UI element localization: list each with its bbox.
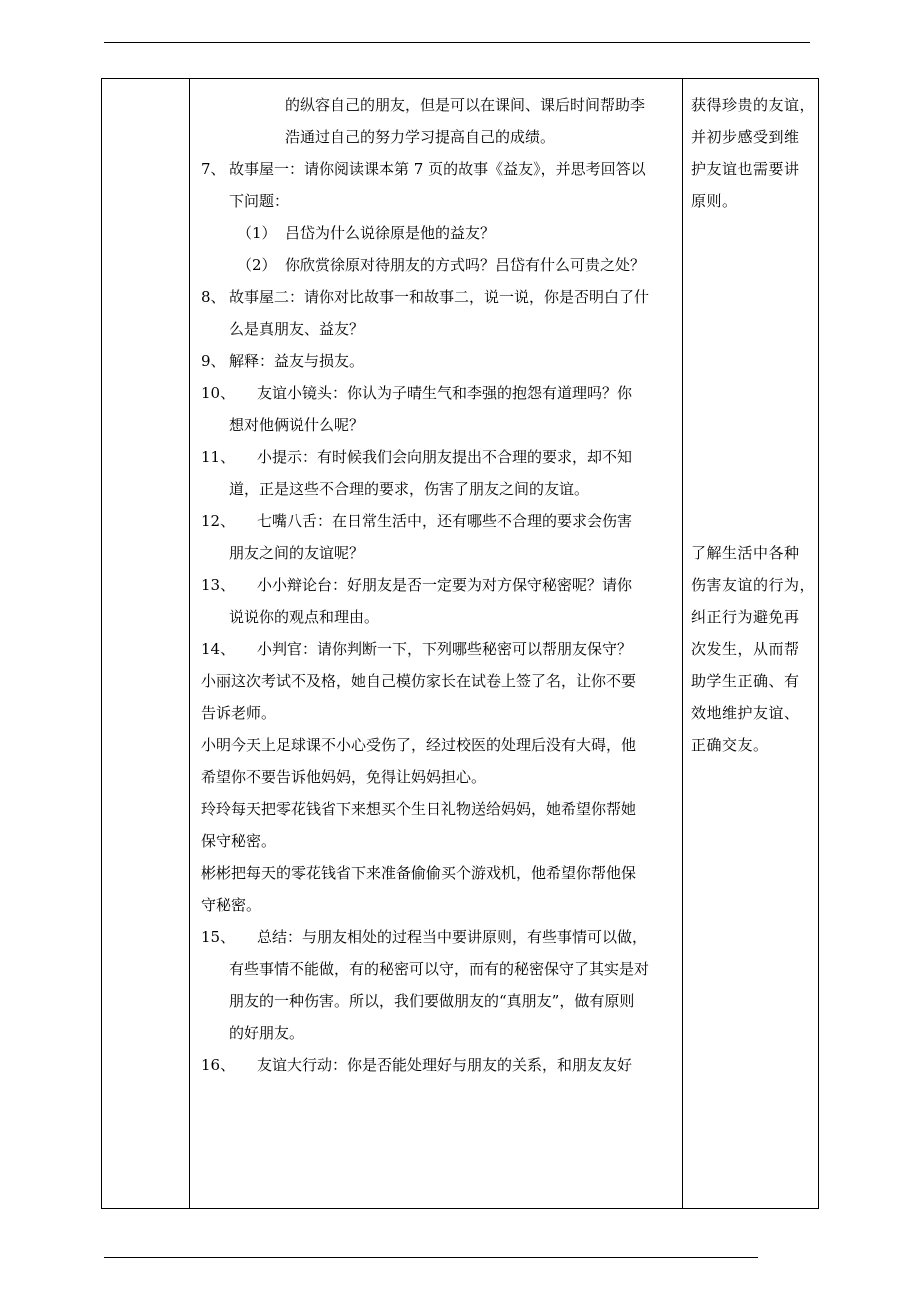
- objective-line: 了解生活中各种: [691, 544, 800, 562]
- case-line: 守秘密。: [201, 896, 262, 914]
- objective-line: 助学生正确、有: [691, 672, 800, 690]
- case-line: 告诉老师。: [201, 704, 277, 722]
- item-15-cont: 的好朋友。: [229, 1024, 305, 1042]
- item-15-cont: 有些事情不能做，有的秘密可以守，而有的秘密保守了其实是对: [229, 960, 650, 978]
- case-line: 小丽这次考试不及格，她自己模仿家长在试卷上签了名，让你不要: [201, 672, 637, 690]
- objective-line: 伤害友谊的行为，: [691, 576, 816, 594]
- intro-line: 的纵容自己的朋友，但是可以在课间、课后时间帮助李: [285, 96, 646, 114]
- question-1: （1） 吕岱为什么说徐原是他的益友？: [237, 224, 496, 242]
- item-8: 8、 故事屋二：请你对比故事一和故事二，说一说，你是否明白了什: [201, 288, 650, 306]
- case-line: 玲玲每天把零花钱省下来想买个生日礼物送给妈妈，她希望你帮她: [201, 800, 637, 818]
- case-line: 小明今天上足球课不小心受伤了，经过校医的处理后没有大碍，他: [201, 736, 637, 754]
- item-11: 11、 小提示：有时候我们会向朋友提出不合理的要求，却不知: [201, 448, 633, 466]
- case-line: 彬彬把每天的零花钱省下来准备偷偷买个游戏机，他希望你帮他保: [201, 864, 637, 882]
- objective-line: 获得珍贵的友谊，: [691, 96, 816, 114]
- item-12-cont: 朋友之间的友谊呢？: [229, 544, 365, 562]
- item-7-cont: 下问题：: [229, 192, 290, 210]
- item-12: 12、 七嘴八舌：在日常生活中，还有哪些不合理的要求会伤害: [201, 512, 633, 530]
- case-line: 保守秘密。: [201, 832, 277, 850]
- item-7: 7、 故事屋一：请你阅读课本第 7 页的故事《益友》，并思考回答以: [201, 160, 646, 178]
- case-line: 希望你不要告诉他妈妈，免得让妈妈担心。: [201, 768, 487, 786]
- stage-cell: [102, 79, 190, 1209]
- item-11-cont: 道，正是这些不合理的要求，伤害了朋友之间的友谊。: [229, 480, 590, 498]
- item-15: 15、 总结：与朋友相处的过程当中要讲原则，有些事情可以做，: [201, 928, 648, 946]
- objective-line: 效地维护友谊、: [691, 704, 800, 722]
- item-15-cont: 朋友的一种伤害。所以，我们要做朋友的“真朋友”，做有原则: [229, 992, 635, 1010]
- item-14: 14、 小判官：请你判断一下，下列哪些秘密可以帮朋友保守？: [201, 640, 633, 658]
- question-2: （2） 你欣赏徐原对待朋友的方式吗？吕岱有什么可贵之处？: [237, 256, 646, 274]
- item-13: 13、 小小辩论台：好朋友是否一定要为对方保守秘密呢？请你: [201, 576, 633, 594]
- item-9: 9、 解释：益友与损友。: [201, 352, 365, 370]
- lesson-plan-table: [101, 78, 819, 1209]
- footer-rule: [104, 1257, 758, 1258]
- objective-cell: [683, 79, 819, 1209]
- activity-cell: [190, 79, 683, 1209]
- item-10-cont: 想对他俩说什么呢？: [229, 416, 365, 434]
- objective-line: 护友谊也需要讲: [691, 160, 800, 178]
- objective-line: 正确交友。: [691, 736, 769, 754]
- table-row: [102, 79, 819, 1209]
- item-16: 16、 友谊大行动：你是否能处理好与朋友的关系，和朋友友好: [201, 1056, 633, 1074]
- item-10: 10、 友谊小镜头：你认为子晴生气和李强的抱怨有道理吗？你: [201, 384, 633, 402]
- objective-line: 纠正行为避免再: [691, 608, 800, 626]
- objective-line: 并初步感受到维: [691, 128, 800, 146]
- objective-line: 原则。: [691, 192, 738, 210]
- intro-line: 浩通过自己的努力学习提高自己的成绩。: [285, 128, 556, 146]
- objective-line: 次发生，从而帮: [691, 640, 800, 658]
- header-rule: [104, 42, 810, 43]
- item-13-cont: 说说你的观点和理由。: [229, 608, 380, 626]
- item-8-cont: 么是真朋友、益友？: [229, 320, 365, 338]
